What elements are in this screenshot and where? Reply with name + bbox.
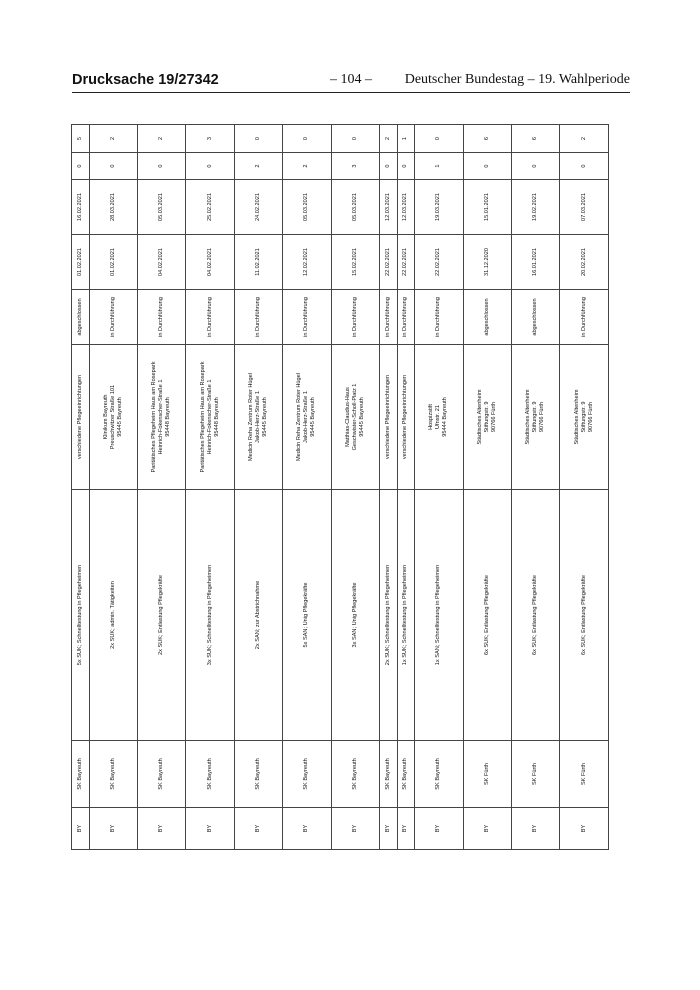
end-date-cell: 12.03.2021 <box>397 180 415 235</box>
facility-line: Matthias-Claudius-Haus <box>344 387 351 447</box>
status-cell: abgeschlossen <box>512 290 560 345</box>
count-b-cell: 5 <box>72 125 90 153</box>
count-b-cell: 0 <box>415 125 463 153</box>
district-cell: SK Fürth <box>512 741 560 808</box>
facility-line: Medicin Reha Zentrum Roter Hügel <box>248 373 255 461</box>
end-date-cell: 05.03.2021 <box>331 180 379 235</box>
table-row <box>89 125 137 850</box>
facility-line: 95445 Bayreuth <box>310 397 317 437</box>
count-b-cell: 2 <box>138 125 186 153</box>
page-number: – 104 – <box>330 72 372 87</box>
facility-line: 95445 Bayreuth <box>358 397 365 437</box>
table-row <box>415 125 463 850</box>
start-date-cell: 01.02.2021 <box>89 235 137 290</box>
facility-line: Städtisches Altenheim <box>525 389 532 445</box>
table-row <box>234 125 282 850</box>
count-b-cell: 3 <box>186 125 234 153</box>
status-cell: in Durchführung <box>415 290 463 345</box>
measure-cell: 3x SUK; Schnelltestung in Pflegeheimen <box>186 490 234 741</box>
count-b-cell: 2 <box>380 125 398 153</box>
start-date-cell: 20.02.2021 <box>560 235 609 290</box>
facility-line: 95444 Bayreuth <box>442 397 449 437</box>
table-row <box>463 125 511 850</box>
land-cell: BY <box>397 808 415 850</box>
facility-cell <box>234 345 282 490</box>
start-date-cell: 11.02.2021 <box>234 235 282 290</box>
facility-line: Stiftungstr. 9 <box>580 401 587 433</box>
facility-line: verschiedene Pflegeeinrichtungen <box>384 374 391 460</box>
status-cell: in Durchführung <box>234 290 282 345</box>
facility-cell <box>283 345 331 490</box>
end-date-cell: 12.03.2021 <box>380 180 398 235</box>
land-cell: BY <box>186 808 234 850</box>
land-cell: BY <box>283 808 331 850</box>
district-cell: SK Bayreuth <box>234 741 282 808</box>
count-a-cell: 2 <box>283 153 331 180</box>
facility-cell <box>512 345 560 490</box>
measure-cell: 6x SUK; Entlastung Pflegekräfte <box>560 490 609 741</box>
document-number: Drucksache 19/27342 <box>72 72 219 88</box>
facility-cell <box>380 345 398 490</box>
facility-line: Städtisches Altenheim <box>573 389 580 445</box>
end-date-cell: 19.02.2021 <box>512 180 560 235</box>
count-b-cell: 1 <box>397 125 415 153</box>
end-date-cell: 16.02.2021 <box>72 180 90 235</box>
land-cell: BY <box>234 808 282 850</box>
status-cell: in Durchführung <box>89 290 137 345</box>
facility-line: Geschwister-Scholl-Platz 1 <box>351 383 358 451</box>
count-b-cell: 0 <box>283 125 331 153</box>
facility-line: Paritätisches Pflegeheim Haus am Rosepark <box>151 361 158 473</box>
facility-line: verschiedene Pflegeeinrichtungen <box>402 374 409 460</box>
measure-cell: 6x SUK; Entlastung Pflegekräfte <box>463 490 511 741</box>
start-date-cell: 22.02.2021 <box>397 235 415 290</box>
rotated-table-wrapper <box>71 125 609 850</box>
facility-line: 90766 Fürth <box>490 401 497 433</box>
table-body <box>72 125 609 850</box>
facility-line: Hospizstift <box>428 404 435 430</box>
facility-line: Jakob-Herz-Straße 1 <box>255 391 262 443</box>
data-table <box>71 124 609 850</box>
facility-line: 95445 Bayreuth <box>116 397 123 437</box>
facility-line: Klinikum Bayreuth <box>102 394 109 440</box>
status-cell: in Durchführung <box>283 290 331 345</box>
facility-cell <box>463 345 511 490</box>
facility-line: Preuschwitzer Straße 101 <box>109 384 116 450</box>
measure-cell: 1x SAN; Schnelltestung in Pflegeheimen <box>415 490 463 741</box>
status-cell: in Durchführung <box>138 290 186 345</box>
facility-line: Ufnstr. 21 <box>435 405 442 429</box>
facility-line: 90766 Fürth <box>587 401 594 433</box>
district-cell: SK Bayreuth <box>138 741 186 808</box>
count-b-cell: 2 <box>560 125 609 153</box>
count-a-cell: 0 <box>186 153 234 180</box>
facility-line: Stiftungstr. 9 <box>483 401 490 433</box>
table-row <box>138 125 186 850</box>
count-b-cell: 0 <box>234 125 282 153</box>
count-b-cell: 2 <box>89 125 137 153</box>
facility-cell <box>415 345 463 490</box>
facility-line: 95445 Bayreuth <box>262 397 269 437</box>
status-cell: abgeschlossen <box>72 290 90 345</box>
count-a-cell: 0 <box>397 153 415 180</box>
status-cell: in Durchführung <box>186 290 234 345</box>
measure-cell: 5x SAN; Unig Pflegekräfte <box>283 490 331 741</box>
facility-line: verschiedene Pflegeeinrichtungen <box>76 374 83 460</box>
end-date-cell: 15.01.2021 <box>463 180 511 235</box>
facility-line: Stiftungstr. 9 <box>532 401 539 433</box>
facility-cell <box>72 345 90 490</box>
facility-line: Städtisches Altenheim <box>476 389 483 445</box>
table-row <box>560 125 609 850</box>
district-cell: SK Bayreuth <box>397 741 415 808</box>
land-cell: BY <box>380 808 398 850</box>
land-cell: BY <box>72 808 90 850</box>
district-cell: SK Fürth <box>463 741 511 808</box>
district-cell: SK Bayreuth <box>415 741 463 808</box>
district-cell: SK Bayreuth <box>331 741 379 808</box>
status-cell: abgeschlossen <box>463 290 511 345</box>
status-cell: in Durchführung <box>380 290 398 345</box>
district-cell: SK Bayreuth <box>89 741 137 808</box>
facility-cell <box>186 345 234 490</box>
measure-cell: 2x SAN; zur Abstrichnahme <box>234 490 282 741</box>
district-cell: SK Bayreuth <box>380 741 398 808</box>
facility-line: Heinrich-Fokenscher-Straße 1 <box>206 379 213 455</box>
count-a-cell: 1 <box>415 153 463 180</box>
end-date-cell: 25.02.2021 <box>186 180 234 235</box>
start-date-cell: 31.12.2020 <box>463 235 511 290</box>
page-header <box>72 66 630 92</box>
end-date-cell: 24.02.2021 <box>234 180 282 235</box>
facility-cell <box>397 345 415 490</box>
measure-cell: 6x SUK; Entlastung Pflegekräfte <box>512 490 560 741</box>
measure-cell: 5x SUK; Schnelltestung in Pflegeheimen <box>72 490 90 741</box>
header-rule <box>72 92 630 93</box>
count-b-cell: 6 <box>463 125 511 153</box>
start-date-cell: 22.02.2021 <box>415 235 463 290</box>
facility-line: 95448 Bayreuth <box>213 397 220 437</box>
end-date-cell: 28.03.2021 <box>89 180 137 235</box>
end-date-cell: 05.03.2021 <box>138 180 186 235</box>
measure-cell: 2x SUK; Schnelltestung in Pflegeheimen <box>380 490 398 741</box>
count-a-cell: 0 <box>463 153 511 180</box>
district-cell: SK Bayreuth <box>72 741 90 808</box>
status-cell: in Durchführung <box>560 290 609 345</box>
facility-line: 95448 Bayreuth <box>165 397 172 437</box>
publication-title: Deutscher Bundestag – 19. Wahlperiode <box>404 72 630 87</box>
facility-line: Paritätisches Pflegeheim Haus am Rosepark <box>199 361 206 473</box>
count-a-cell: 0 <box>380 153 398 180</box>
end-date-cell: 19.03.2021 <box>415 180 463 235</box>
end-date-cell: 07.03.2021 <box>560 180 609 235</box>
table-row <box>72 125 90 850</box>
count-a-cell: 0 <box>560 153 609 180</box>
district-cell: SK Bayreuth <box>283 741 331 808</box>
facility-cell <box>560 345 609 490</box>
start-date-cell: 04.02.2021 <box>138 235 186 290</box>
facility-line: Medicin Reha Zentrum Roter Hügel <box>296 373 303 461</box>
table-row <box>283 125 331 850</box>
table-row <box>512 125 560 850</box>
start-date-cell: 16.01.2021 <box>512 235 560 290</box>
start-date-cell: 15.02.2021 <box>331 235 379 290</box>
start-date-cell: 12.02.2021 <box>283 235 331 290</box>
count-a-cell: 0 <box>72 153 90 180</box>
count-b-cell: 0 <box>331 125 379 153</box>
start-date-cell: 04.02.2021 <box>186 235 234 290</box>
facility-cell <box>138 345 186 490</box>
facility-line: Jakob-Herz-Straße 1 <box>303 391 310 443</box>
start-date-cell: 01.02.2021 <box>72 235 90 290</box>
count-a-cell: 3 <box>331 153 379 180</box>
land-cell: BY <box>463 808 511 850</box>
measure-cell: 2x SUK; admin. Tätigkeiten <box>89 490 137 741</box>
count-a-cell: 2 <box>234 153 282 180</box>
count-a-cell: 0 <box>512 153 560 180</box>
district-cell: SK Bayreuth <box>186 741 234 808</box>
facility-line: Heinrich-Fokenscher-Straße 1 <box>158 379 165 455</box>
land-cell: BY <box>512 808 560 850</box>
measure-cell: 2x SUK; Entlastung Pflegekräfte <box>138 490 186 741</box>
end-date-cell: 05.03.2021 <box>283 180 331 235</box>
facility-cell <box>89 345 137 490</box>
land-cell: BY <box>415 808 463 850</box>
table-row <box>186 125 234 850</box>
facility-line: 90766 Fürth <box>539 401 546 433</box>
measure-cell: 3x SAN; Unig Pflegekräfte <box>331 490 379 741</box>
table-row <box>397 125 415 850</box>
land-cell: BY <box>89 808 137 850</box>
land-cell: BY <box>560 808 609 850</box>
count-b-cell: 6 <box>512 125 560 153</box>
start-date-cell: 22.02.2021 <box>380 235 398 290</box>
status-cell: in Durchführung <box>331 290 379 345</box>
status-cell: in Durchführung <box>397 290 415 345</box>
count-a-cell: 0 <box>89 153 137 180</box>
table-row <box>331 125 379 850</box>
land-cell: BY <box>331 808 379 850</box>
count-a-cell: 0 <box>138 153 186 180</box>
facility-cell <box>331 345 379 490</box>
district-cell: SK Fürth <box>560 741 609 808</box>
measure-cell: 1x SUK; Schnelltestung in Pflegeheimen <box>397 490 415 741</box>
table-row <box>380 125 398 850</box>
table-container <box>71 125 609 850</box>
land-cell: BY <box>138 808 186 850</box>
